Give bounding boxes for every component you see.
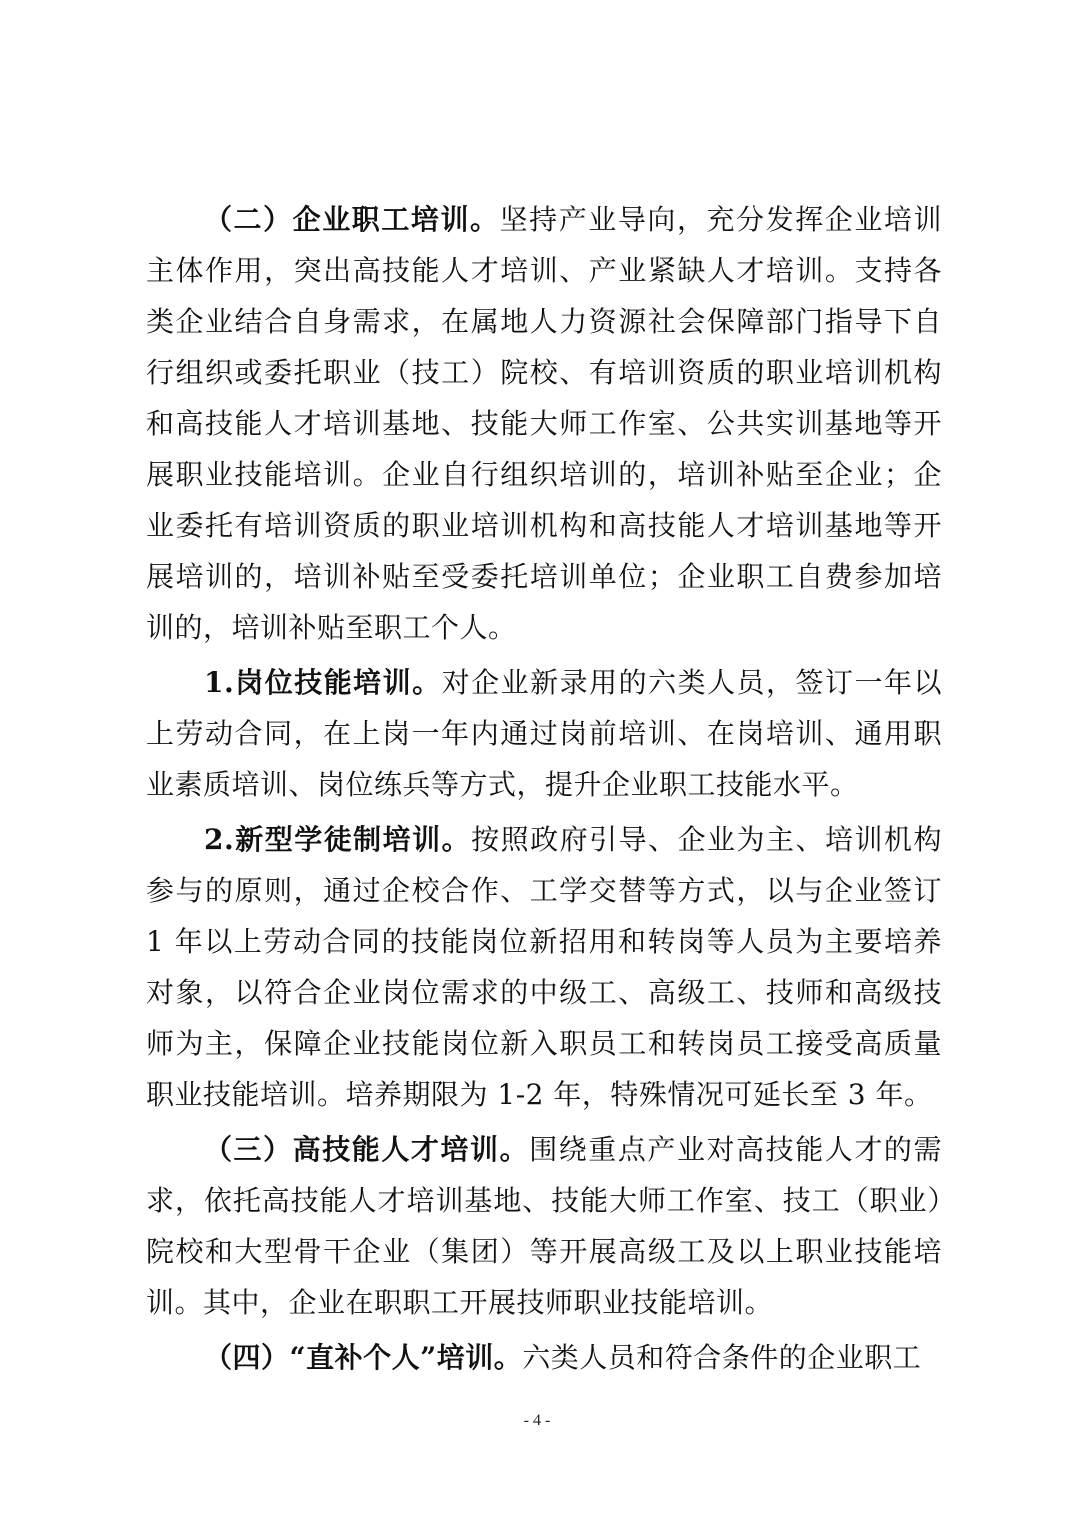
paragraph-body: 坚持产业导向，充分发挥企业培训主体作用，突出高技能人才培训、产业紧缺人才培训。支持各类企业结合自身需求，在属地人力资源社会保障部门指导下自行组织或委托职业（技工）院校、有培训资质的职业培训机构和高技能人才培训基地、技能大师工作室、公共实训基地等开展职业技能培训。企业自行组织培训的，培训补贴至企业；企业委托有培训资质的职业培训机构和高技能人才培训基地等开展培训的，培训补贴至受委托培训单位；企业职工自费参加培训的，培训补贴至职工个人。 [146, 203, 942, 644]
document-body [146, 194, 942, 1387]
paragraph-body: 按照政府引导、企业为主、培训机构参与的原则，通过企校合作、工学交替等方式，以与企业签订 1 年以上劳动合同的技能岗位新招用和转岗等人员为主要培养对象，以符合企业岗位需求的中级工、高级工、技师和高级技师为主，保障企业技能岗位新入职员工和转岗员工接受高质量职业技能培训。培养期限为 1-2 年，特殊情况可延长至 3 年。 [146, 823, 942, 1111]
page-number: - 4 - [523, 1412, 551, 1429]
paragraph-post-skill-training [146, 657, 942, 810]
paragraph-lead: 2.新型学徒制培训。 [204, 823, 472, 856]
paragraph-body: 围绕重点产业对高技能人才的需求，依托高技能人才培训基地、技能大师工作室、技工（职业）院校和大型骨干企业（集团）等开展高级工及以上职业技能培训。其中，企业在职职工开展技师职业技能培训。 [146, 1133, 942, 1319]
paragraph-lead: 1.岗位技能培训。 [204, 666, 442, 699]
paragraph-high-skill-training [146, 1124, 942, 1328]
paragraph-lead: （四）“直补个人”培训。 [204, 1341, 523, 1374]
paragraph-lead: （三）高技能人才培训。 [204, 1133, 530, 1166]
paragraph-body: 六类人员和符合条件的企业职工 [522, 1341, 922, 1374]
paragraph-body: 对企业新录用的六类人员，签订一年以上劳动合同，在上岗一年内通过岗前培训、在岗培训、通用职业素质培训、岗位练兵等方式，提升企业职工技能水平。 [146, 666, 942, 801]
paragraph-enterprise-training [146, 194, 942, 653]
paragraph-apprenticeship-training [146, 814, 942, 1120]
paragraph-lead: （二）企业职工培训。 [204, 203, 500, 236]
paragraph-direct-subsidy-training [146, 1332, 942, 1383]
